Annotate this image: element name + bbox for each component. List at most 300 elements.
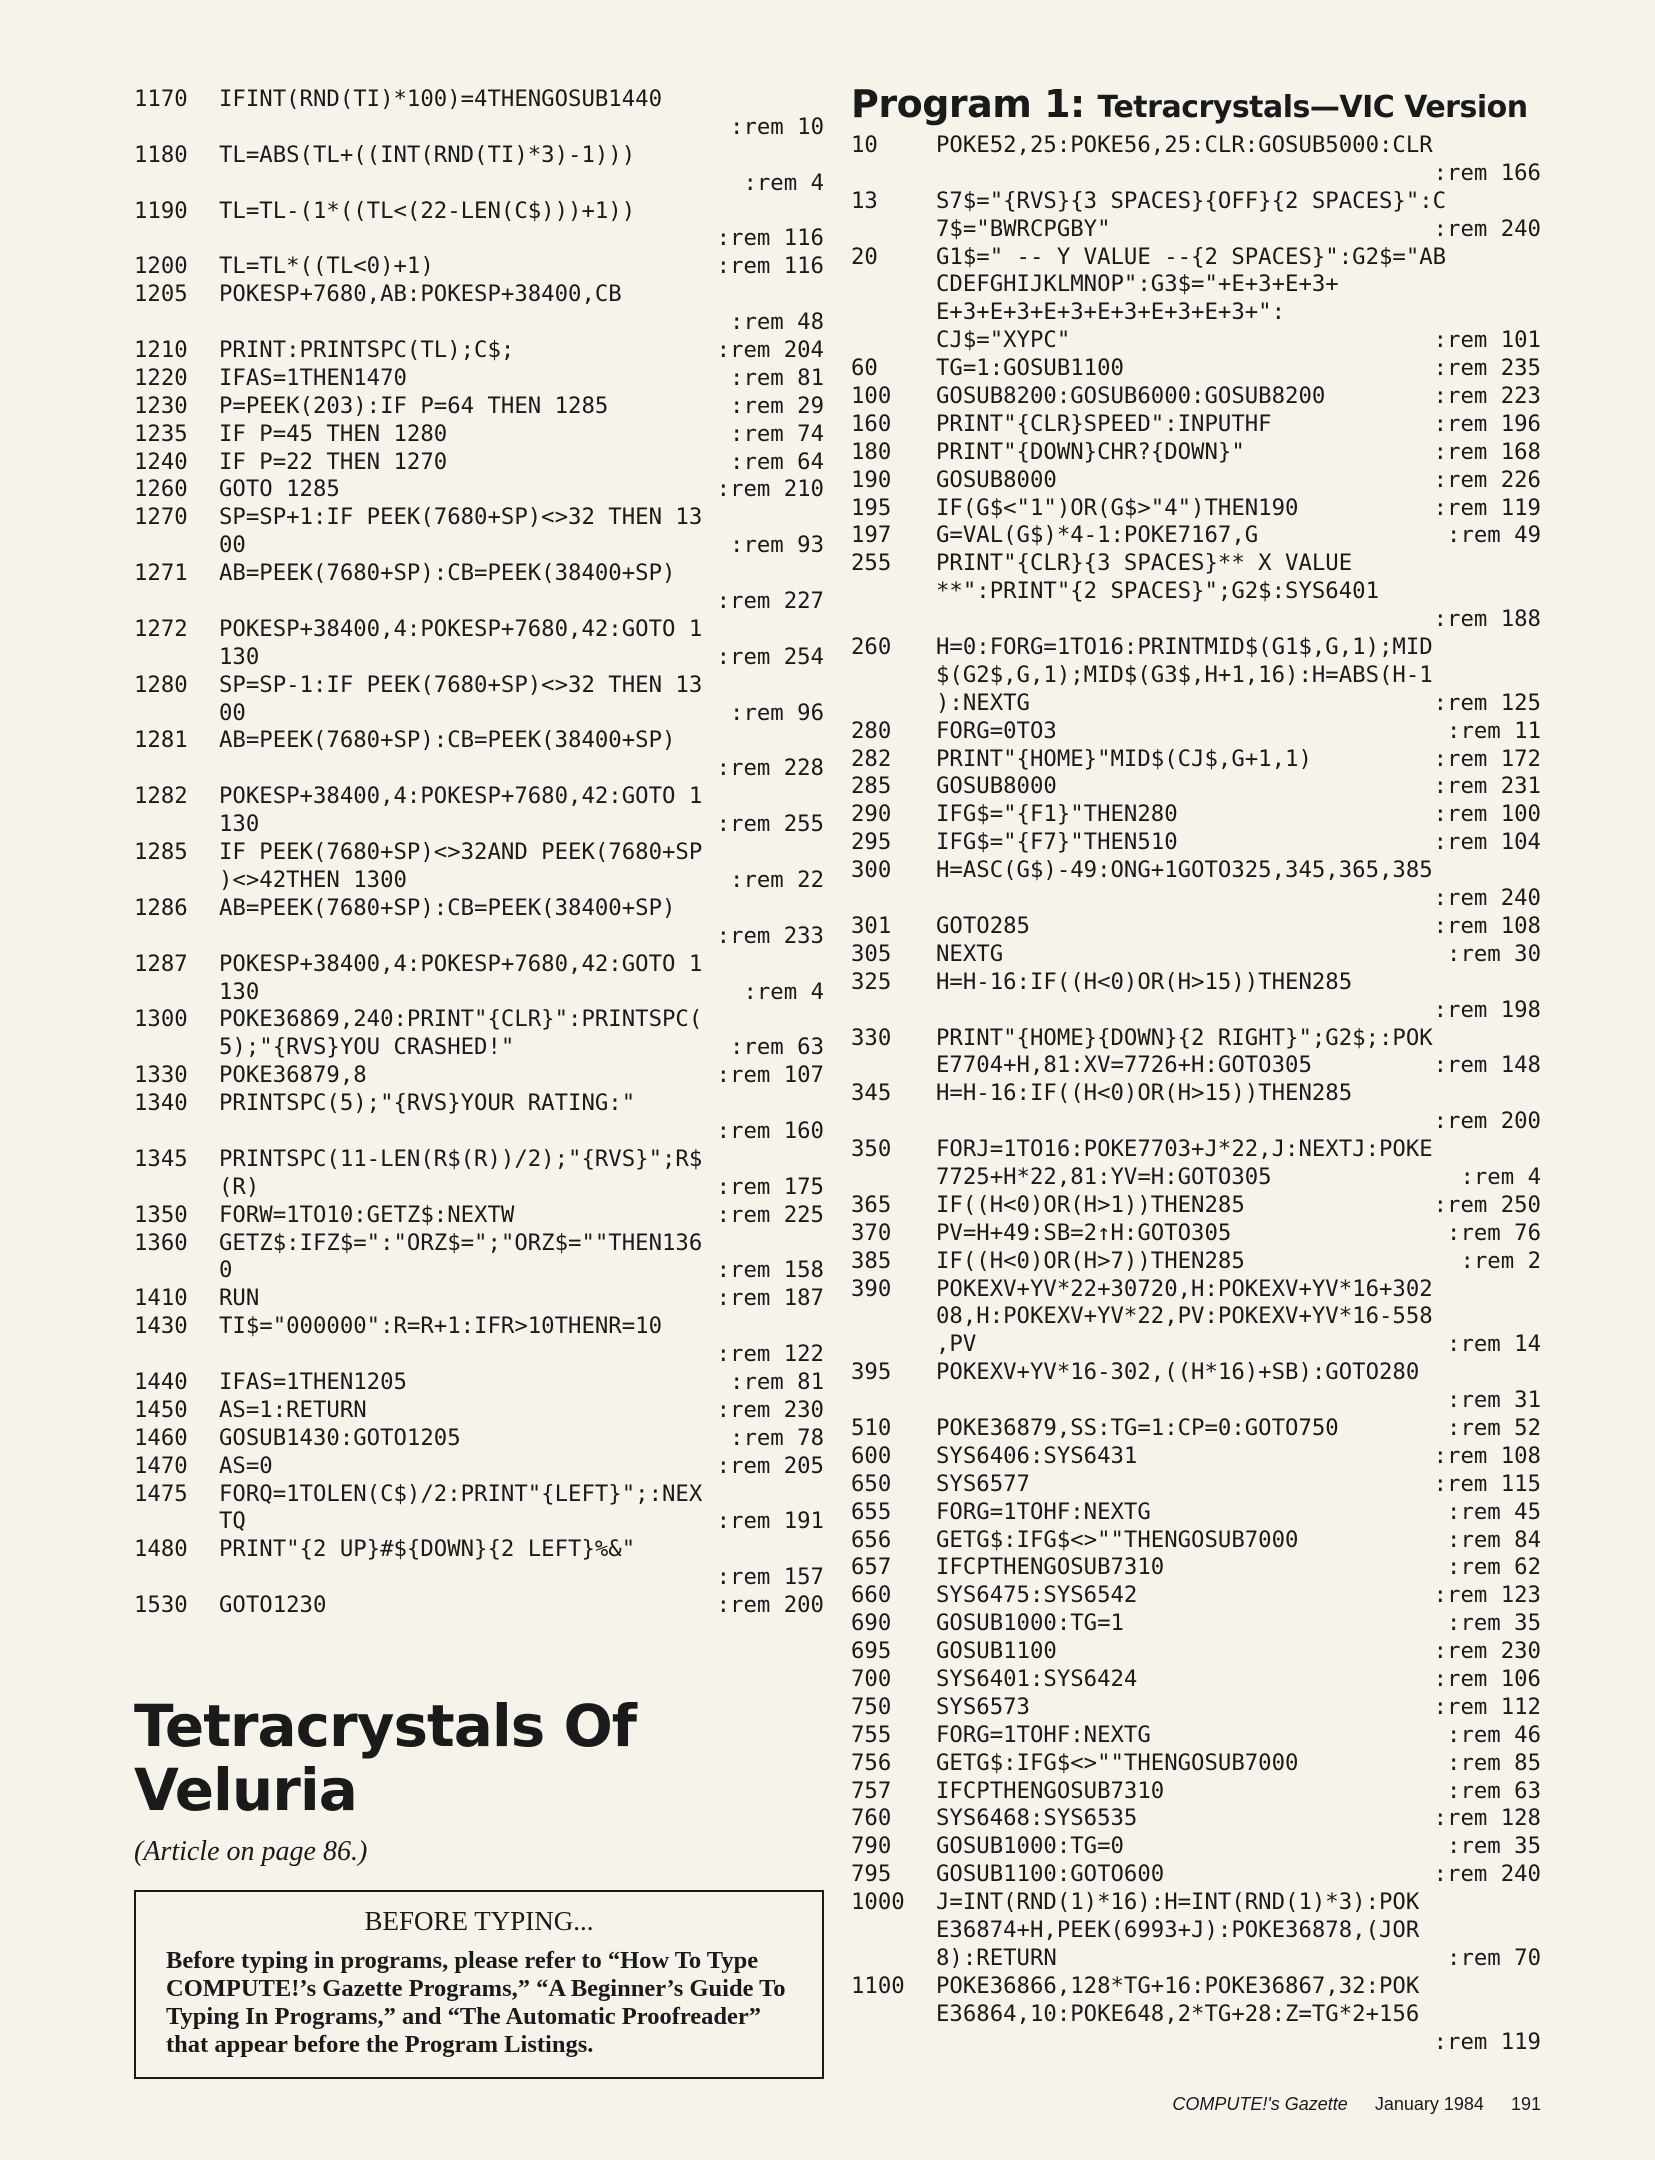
line-number: 1271 [134, 560, 188, 587]
listing-line [134, 979, 824, 1007]
listing-line [134, 449, 824, 477]
line-code: IF P=45 THEN 1280 [219, 420, 448, 447]
line-checksum: :rem 101 [1433, 327, 1541, 354]
listing-line [851, 718, 1541, 746]
line-code: PRINT:PRINTSPC(TL);C$; [219, 337, 515, 364]
line-number: 195 [851, 494, 892, 521]
listing-line [134, 1425, 824, 1453]
listing-line [851, 746, 1541, 774]
line-checksum: :rem 22 [730, 866, 824, 893]
line-checksum: :rem 240 [1433, 885, 1541, 912]
line-checksum: :rem 35 [1447, 1833, 1541, 1860]
line-code: PRINT"{CLR}{3 SPACES}** X VALUE [936, 550, 1353, 577]
listing-line [851, 1973, 1541, 2001]
line-code: POKEXV+YV*22+30720,H:POKEXV+YV*16+302 [936, 1275, 1433, 1302]
line-checksum: :rem 29 [730, 392, 824, 419]
line-code: 8):RETURN [936, 1944, 1057, 1971]
listing-line [851, 829, 1541, 857]
listing-line [851, 1331, 1541, 1359]
line-code: PRINT"{DOWN}CHR?{DOWN}" [936, 438, 1245, 465]
line-number: 1170 [134, 86, 188, 112]
line-number: 700 [851, 1665, 892, 1692]
line-number: 655 [851, 1498, 892, 1525]
line-code: TG=1:GOSUB1100 [936, 355, 1124, 382]
line-code: GOSUB1000:TG=0 [936, 1833, 1124, 1860]
listing-line [134, 309, 824, 337]
listing-line [134, 142, 824, 170]
line-number: 1270 [134, 504, 188, 531]
listing-line [134, 783, 824, 811]
line-number: 60 [851, 355, 878, 382]
listing-line [851, 1694, 1541, 1722]
line-code: 7725+H*22,81:YV=H:GOTO305 [936, 1163, 1272, 1190]
footer-page-number: 191 [1510, 2094, 1541, 2114]
listing-line [851, 1499, 1541, 1527]
line-checksum: :rem 119 [1433, 494, 1541, 521]
line-checksum: :rem 204 [716, 337, 824, 364]
line-number: 285 [851, 773, 892, 800]
listing-line [851, 355, 1541, 383]
listing-line [851, 941, 1541, 969]
listing-line [134, 839, 824, 867]
listing-line [851, 1276, 1541, 1304]
line-code: SYS6577 [936, 1470, 1030, 1497]
line-code: GOSUB1100:GOTO600 [936, 1861, 1165, 1888]
line-number: 1475 [134, 1480, 188, 1507]
listing-line [851, 690, 1541, 718]
line-code: E7704+H,81:XV=7726+H:GOTO305 [936, 1052, 1312, 1079]
line-number: 755 [851, 1721, 892, 1748]
line-number: 13 [851, 187, 878, 214]
line-checksum: :rem 112 [1433, 1693, 1541, 1720]
line-checksum: :rem 30 [1447, 940, 1541, 967]
line-number: 280 [851, 717, 892, 744]
right-program-listing [851, 132, 1541, 2056]
listing-line [851, 160, 1541, 188]
listing-line [851, 1527, 1541, 1555]
line-code: FORQ=1TOLEN(C$)/2:PRINT"{LEFT}";:NEX [219, 1480, 703, 1507]
line-number: 1460 [134, 1424, 188, 1451]
listing-line [134, 1397, 824, 1425]
listing-line [134, 1230, 824, 1258]
line-code: GETG$:IFG$<>""THENGOSUB7000 [936, 1749, 1299, 1776]
line-checksum: :rem 85 [1447, 1749, 1541, 1776]
line-code: SYS6573 [936, 1693, 1030, 1720]
line-checksum: :rem 226 [1433, 466, 1541, 493]
program-title-main: Program 1: [851, 82, 1098, 126]
listing-line [134, 1118, 824, 1146]
listing-line [851, 857, 1541, 885]
listing-line [851, 606, 1541, 634]
line-number: 190 [851, 466, 892, 493]
listing-line [134, 532, 824, 560]
line-number: 1281 [134, 727, 188, 754]
line-code: GOTO285 [936, 912, 1030, 939]
line-number: 290 [851, 801, 892, 828]
line-number: 197 [851, 522, 892, 549]
line-checksum: :rem 11 [1447, 717, 1541, 744]
listing-line [851, 327, 1541, 355]
listing-line [851, 578, 1541, 606]
line-number: 795 [851, 1861, 892, 1888]
listing-line [851, 1471, 1541, 1499]
listing-line [851, 1359, 1541, 1387]
line-checksum: :rem 123 [1433, 1582, 1541, 1609]
left-program-listing [134, 86, 824, 1620]
line-number: 1440 [134, 1368, 188, 1395]
listing-line [851, 1443, 1541, 1471]
listing-line [134, 1564, 824, 1592]
listing-line [851, 1722, 1541, 1750]
line-checksum: :rem 52 [1447, 1414, 1541, 1441]
listing-line [851, 550, 1541, 578]
listing-line [134, 1313, 824, 1341]
line-number: 305 [851, 940, 892, 967]
line-code: PRINT"{2 UP}#${DOWN}{2 LEFT}%&" [219, 1536, 636, 1563]
line-number: 1330 [134, 1062, 188, 1089]
listing-line [134, 867, 824, 895]
line-checksum: :rem 119 [1433, 2028, 1541, 2055]
line-number: 350 [851, 1136, 892, 1163]
line-code: AB=PEEK(7680+SP):CB=PEEK(38400+SP) [219, 727, 676, 754]
line-checksum: :rem 254 [716, 643, 824, 670]
listing-line [134, 281, 824, 309]
line-number: 385 [851, 1247, 892, 1274]
line-checksum: :rem 196 [1433, 410, 1541, 437]
line-code: G1$=" -- Y VALUE --{2 SPACES}":G2$="AB [936, 243, 1447, 270]
line-number: 1410 [134, 1285, 188, 1312]
line-code: **":PRINT"{2 SPACES}";G2$:SYS6401 [936, 578, 1379, 605]
line-code: 7$="BWRCPGBY" [936, 215, 1111, 242]
line-checksum: :rem 231 [1433, 773, 1541, 800]
line-number: 395 [851, 1359, 892, 1386]
line-code: 08,H:POKEXV+YV*22,PV:POKEXV+YV*16-558 [936, 1303, 1433, 1330]
line-checksum: :rem 210 [716, 476, 824, 503]
listing-line [134, 727, 824, 755]
line-number: 1210 [134, 337, 188, 364]
listing-line [851, 1889, 1541, 1917]
line-checksum: :rem 168 [1433, 438, 1541, 465]
line-number: 160 [851, 410, 892, 437]
line-code: P=PEEK(203):IF P=64 THEN 1285 [219, 392, 609, 419]
listing-line [851, 1387, 1541, 1415]
page-footer [1172, 2094, 1541, 2115]
line-code: TI$="000000":R=R+1:IFR>10THENR=10 [219, 1313, 662, 1340]
listing-line [851, 1917, 1541, 1945]
line-number: 1190 [134, 197, 188, 224]
line-code: AS=1:RETURN [219, 1396, 367, 1423]
line-code: RUN [219, 1285, 260, 1312]
line-code: IFINT(RND(TI)*100)=4THENGOSUB1440 [219, 86, 662, 112]
line-checksum: :rem 128 [1433, 1805, 1541, 1832]
line-code: IF(G$<"1")OR(G$>"4")THEN190 [936, 494, 1299, 521]
line-code: FORJ=1TO16:POKE7703+J*22,J:NEXTJ:POKE [936, 1136, 1433, 1163]
line-number: 260 [851, 634, 892, 661]
article-heading-block [134, 1691, 824, 2079]
line-code: POKESP+38400,4:POKESP+7680,42:GOTO 1 [219, 783, 703, 810]
line-code: POKE52,25:POKE56,25:CLR:GOSUB5000:CLR [936, 132, 1433, 158]
line-number: 790 [851, 1833, 892, 1860]
line-code: H=H-16:IF((H<0)OR(H>15))THEN285 [936, 1080, 1353, 1107]
line-number: 1272 [134, 615, 188, 642]
line-number: 656 [851, 1526, 892, 1553]
line-number: 180 [851, 438, 892, 465]
line-checksum: :rem 160 [716, 1117, 824, 1144]
listing-line [134, 1592, 824, 1620]
line-checksum: :rem 63 [730, 1034, 824, 1061]
line-number: 690 [851, 1610, 892, 1637]
line-code: E36864,10:POKE648,2*TG+28:Z=TG*2+156 [936, 2000, 1420, 2027]
article-page-reference: (Article on page 86.) [134, 1835, 368, 1867]
line-number: 1282 [134, 783, 188, 810]
listing-line [134, 476, 824, 504]
listing-line [851, 1080, 1541, 1108]
line-code: 5);"{RVS}YOU CRASHED!" [219, 1034, 515, 1061]
line-checksum: :rem 175 [716, 1173, 824, 1200]
line-number: 1450 [134, 1396, 188, 1423]
line-code: SYS6468:SYS6535 [936, 1805, 1138, 1832]
line-checksum: :rem 240 [1433, 1861, 1541, 1888]
line-code: GOSUB8000 [936, 773, 1057, 800]
line-code: TQ [219, 1508, 246, 1535]
line-checksum: :rem 84 [1447, 1526, 1541, 1553]
line-number: 600 [851, 1442, 892, 1469]
line-code: 130 [219, 811, 260, 838]
line-code: IF((H<0)OR(H>1))THEN285 [936, 1191, 1245, 1218]
line-code: AB=PEEK(7680+SP):CB=PEEK(38400+SP) [219, 560, 676, 587]
listing-line [134, 588, 824, 616]
line-checksum: :rem 76 [1447, 1219, 1541, 1246]
line-number: 1230 [134, 392, 188, 419]
line-code: IFAS=1THEN1205 [219, 1368, 407, 1395]
line-code: H=H-16:IF((H<0)OR(H>15))THEN285 [936, 968, 1353, 995]
line-checksum: :rem 74 [730, 420, 824, 447]
listing-line [851, 495, 1541, 523]
line-checksum: :rem 10 [730, 113, 824, 140]
line-checksum: :rem 100 [1433, 801, 1541, 828]
line-code: J=INT(RND(1)*16):H=INT(RND(1)*3):POK [936, 1889, 1420, 1916]
line-code: TL=TL*((TL<0)+1) [219, 253, 434, 280]
line-checksum: :rem 81 [730, 1368, 824, 1395]
line-code: 00 [219, 699, 246, 726]
listing-line [134, 1034, 824, 1062]
line-number: 330 [851, 1024, 892, 1051]
line-number: 295 [851, 829, 892, 856]
line-number: 1205 [134, 281, 188, 308]
line-checksum: :rem 96 [730, 699, 824, 726]
line-checksum: :rem 157 [716, 1564, 824, 1591]
listing-line [851, 913, 1541, 941]
line-number: 1180 [134, 141, 188, 168]
listing-line [851, 1582, 1541, 1610]
line-checksum: :rem 228 [716, 755, 824, 782]
line-number: 760 [851, 1805, 892, 1832]
line-number: 1200 [134, 253, 188, 280]
listing-line [134, 672, 824, 700]
line-checksum: :rem 48 [730, 309, 824, 336]
listing-line [851, 997, 1541, 1025]
line-number: 1480 [134, 1536, 188, 1563]
listing-line [134, 337, 824, 365]
listing-line [134, 811, 824, 839]
line-code: PRINTSPC(5);"{RVS}YOUR RATING:" [219, 1090, 636, 1117]
listing-line [851, 662, 1541, 690]
listing-line [134, 114, 824, 142]
line-number: 1260 [134, 476, 188, 503]
left-column [134, 86, 824, 2079]
line-code: IF PEEK(7680+SP)<>32AND PEEK(7680+SP [219, 839, 703, 866]
listing-line [134, 644, 824, 672]
line-checksum: :rem 187 [716, 1285, 824, 1312]
line-number: 1000 [851, 1889, 905, 1916]
listing-line [134, 951, 824, 979]
line-checksum: :rem 63 [1447, 1777, 1541, 1804]
listing-line [134, 1062, 824, 1090]
line-checksum: :rem 46 [1447, 1721, 1541, 1748]
line-code: GETG$:IFG$<>""THENGOSUB7000 [936, 1526, 1299, 1553]
listing-line [851, 1248, 1541, 1276]
line-code: GOTO 1285 [219, 476, 340, 503]
line-code: PRINTSPC(11-LEN(R$(R))/2);"{RVS}";R$ [219, 1145, 703, 1172]
line-checksum: :rem 4 [743, 978, 824, 1005]
line-code: GOTO1230 [219, 1592, 327, 1619]
line-code: CJ$="XYPC" [936, 327, 1071, 354]
listing-line [851, 634, 1541, 662]
listing-line [851, 1750, 1541, 1778]
line-code: GOSUB1430:GOTO1205 [219, 1424, 461, 1451]
line-number: 100 [851, 383, 892, 410]
line-number: 370 [851, 1219, 892, 1246]
line-number: 657 [851, 1554, 892, 1581]
listing-line [851, 271, 1541, 299]
line-code: ):NEXTG [936, 689, 1030, 716]
line-code: IFCPTHENGOSUB7310 [936, 1777, 1165, 1804]
line-checksum: :rem 233 [716, 922, 824, 949]
line-checksum: :rem 108 [1433, 912, 1541, 939]
listing-line [851, 439, 1541, 467]
line-number: 301 [851, 912, 892, 939]
listing-line [851, 467, 1541, 495]
line-code: POKEXV+YV*16-302,((H*16)+SB):GOTO280 [936, 1359, 1420, 1386]
line-number: 1345 [134, 1145, 188, 1172]
line-number: 10 [851, 132, 878, 158]
line-code: IFG$="{F1}"THEN280 [936, 801, 1178, 828]
line-checksum: :rem 250 [1433, 1191, 1541, 1218]
listing-line [851, 1638, 1541, 1666]
footer-date: January 1984 [1374, 2094, 1484, 2114]
line-number: 1280 [134, 671, 188, 698]
article-title-line-1: Tetracrystals Of [134, 1691, 636, 1760]
before-typing-title: BEFORE TYPING... [364, 1905, 594, 1936]
line-checksum: :rem 64 [730, 448, 824, 475]
line-checksum: :rem 225 [716, 1201, 824, 1228]
line-code: IF P=22 THEN 1270 [219, 448, 448, 475]
listing-line [851, 1945, 1541, 1973]
line-checksum: :rem 115 [1433, 1470, 1541, 1497]
line-checksum: :rem 148 [1433, 1052, 1541, 1079]
line-checksum: :rem 172 [1433, 745, 1541, 772]
line-checksum: :rem 2 [1460, 1247, 1541, 1274]
line-code: POKESP+7680,AB:POKESP+38400,CB [219, 281, 622, 308]
line-number: 1220 [134, 364, 188, 391]
listing-line [851, 1666, 1541, 1694]
line-code: GETZ$:IFZ$=":"ORZ$=";"ORZ$=""THEN136 [219, 1229, 703, 1256]
line-checksum: :rem 81 [730, 364, 824, 391]
listing-line [134, 895, 824, 923]
listing-line [851, 2001, 1541, 2029]
listing-line [134, 253, 824, 281]
line-checksum: :rem 235 [1433, 355, 1541, 382]
line-code: POKE36869,240:PRINT"{CLR}":PRINTSPC( [219, 1006, 703, 1033]
line-checksum: :rem 35 [1447, 1610, 1541, 1637]
line-checksum: :rem 116 [716, 253, 824, 280]
line-code: )<>42THEN 1300 [219, 866, 407, 893]
line-checksum: :rem 230 [716, 1396, 824, 1423]
listing-line [851, 801, 1541, 829]
listing-line [134, 1257, 824, 1285]
line-number: 695 [851, 1638, 892, 1665]
line-code: 00 [219, 532, 246, 559]
line-code: GOSUB1100 [936, 1638, 1057, 1665]
listing-line [134, 1508, 824, 1536]
line-code: FORG=0TO3 [936, 717, 1057, 744]
listing-line [851, 1554, 1541, 1582]
line-code: FORW=1TO10:GETZ$:NEXTW [219, 1201, 515, 1228]
listing-line [851, 383, 1541, 411]
line-code: S7$="{RVS}{3 SPACES}{OFF}{2 SPACES}":C [936, 187, 1447, 214]
listing-line [134, 1369, 824, 1397]
line-code: $(G2$,G,1);MID$(G3$,H+1,16):H=ABS(H-1 [936, 661, 1433, 688]
listing-line [134, 1202, 824, 1230]
line-number: 365 [851, 1191, 892, 1218]
line-code: GOSUB8000 [936, 466, 1057, 493]
line-code: CDEFGHIJKLMNOP":G3$="+E+3+E+3+ [936, 271, 1339, 298]
line-number: 300 [851, 857, 892, 884]
line-code: ,PV [936, 1331, 977, 1358]
line-number: 756 [851, 1749, 892, 1776]
line-code: POKE36866,128*TG+16:POKE36867,32:POK [936, 1972, 1420, 1999]
listing-line [134, 616, 824, 644]
line-number: 1340 [134, 1090, 188, 1117]
line-checksum: :rem 198 [1433, 996, 1541, 1023]
line-number: 660 [851, 1582, 892, 1609]
listing-line [851, 411, 1541, 439]
line-checksum: :rem 78 [730, 1424, 824, 1451]
line-code: H=0:FORG=1TO16:PRINTMID$(G1$,G,1);MID [936, 634, 1433, 661]
listing-line [134, 1285, 824, 1313]
line-number: 390 [851, 1275, 892, 1302]
listing-line [851, 885, 1541, 913]
line-code: GOSUB1000:TG=1 [936, 1610, 1124, 1637]
line-code: SP=SP-1:IF PEEK(7680+SP)<>32 THEN 13 [219, 671, 703, 698]
line-code: IF((H<0)OR(H>7))THEN285 [936, 1247, 1245, 1274]
line-code: 130 [219, 978, 260, 1005]
line-number: 325 [851, 968, 892, 995]
listing-line [134, 1006, 824, 1034]
footer-magazine: COMPUTE!'s Gazette [1172, 2094, 1348, 2114]
line-code: AB=PEEK(7680+SP):CB=PEEK(38400+SP) [219, 894, 676, 921]
listing-line [851, 1415, 1541, 1443]
listing-line [134, 1090, 824, 1118]
line-number: 20 [851, 243, 878, 270]
line-code: PRINT"{HOME}{DOWN}{2 RIGHT}";G2$;:POK [936, 1024, 1433, 1051]
listing-line [851, 1025, 1541, 1053]
listing-line [134, 504, 824, 532]
listing-line [851, 2029, 1541, 2057]
listing-line [134, 365, 824, 393]
listing-line [134, 86, 824, 114]
listing-line [851, 132, 1541, 160]
